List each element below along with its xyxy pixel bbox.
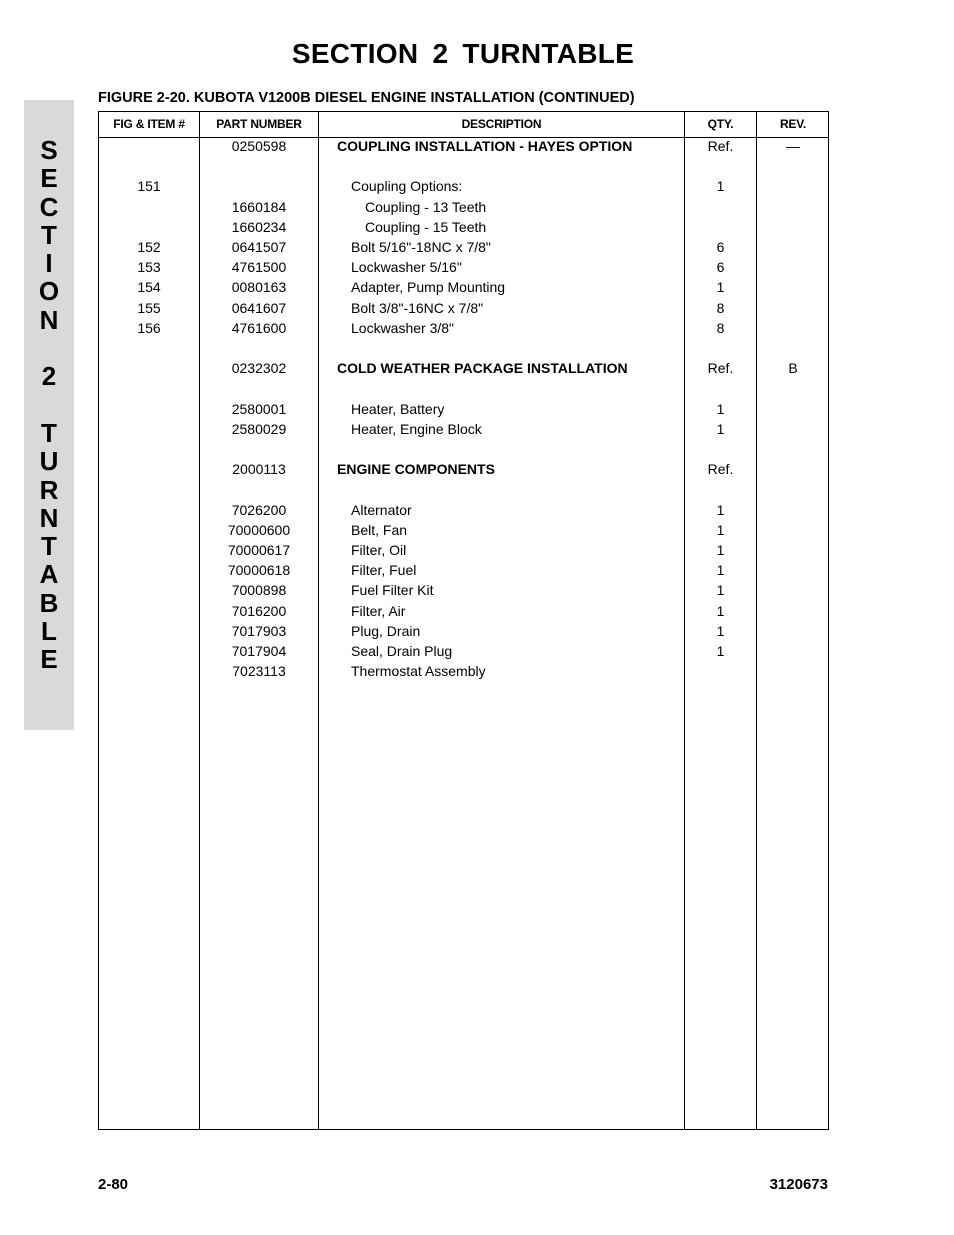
table-row bbox=[99, 318, 828, 338]
table-row bbox=[99, 176, 828, 196]
table-row bbox=[99, 217, 828, 237]
cell-qty: 1 bbox=[716, 643, 725, 659]
header-fig-item: FIG & ITEM # bbox=[113, 117, 185, 131]
table-row bbox=[99, 136, 828, 156]
table-row bbox=[99, 358, 828, 378]
cell-qty: 6 bbox=[716, 259, 725, 276]
cell-rev: — bbox=[786, 138, 800, 154]
cell-description: ENGINE COMPONENTS bbox=[337, 461, 495, 478]
table-row bbox=[99, 661, 828, 681]
header-rev: REV. bbox=[779, 117, 807, 131]
parts-table bbox=[98, 111, 829, 1130]
cell-fig-item: 155 bbox=[137, 299, 161, 316]
table-row bbox=[99, 277, 828, 297]
cell-description: Heater, Battery bbox=[351, 400, 445, 417]
side-tab-letters bbox=[24, 136, 74, 674]
side-tab-letter: 2 bbox=[41, 361, 57, 392]
cell-part-number: 70000600 bbox=[227, 521, 291, 538]
cell-part-number: 7017903 bbox=[231, 622, 287, 639]
cell-description: Coupling - 15 Teeth bbox=[365, 218, 487, 235]
cell-description: Lockwasher 3/8" bbox=[351, 319, 455, 336]
cell-description: Filter, Air bbox=[351, 602, 406, 619]
cell-description: Bolt 5/16"-18NC x 7/8" bbox=[351, 239, 491, 255]
cell-description: Coupling Options: bbox=[351, 178, 463, 195]
table-row bbox=[99, 621, 828, 641]
side-tab-letter: I bbox=[45, 248, 53, 279]
cell-qty: 1 bbox=[716, 521, 725, 538]
cell-part-number: 4761600 bbox=[231, 319, 287, 336]
cell-qty: 1 bbox=[716, 542, 725, 558]
cell-qty: 1 bbox=[716, 420, 725, 437]
cell-rev: B bbox=[788, 360, 798, 377]
cell-part-number: 70000618 bbox=[227, 562, 291, 579]
cell-part-number: 7023113 bbox=[232, 663, 286, 680]
cell-qty: Ref. bbox=[707, 461, 734, 478]
cell-description: Fuel Filter Kit bbox=[351, 582, 434, 599]
cell-qty: 1 bbox=[716, 562, 725, 579]
cell-part-number: 2580029 bbox=[231, 420, 287, 437]
cell-qty: 8 bbox=[716, 319, 725, 336]
cell-description: Adapter, Pump Mounting bbox=[351, 279, 506, 296]
cell-qty: 1 bbox=[716, 501, 725, 518]
header-part-number: PART NUMBER bbox=[216, 117, 302, 131]
side-tab-letter: A bbox=[39, 559, 59, 590]
cell-description: COLD WEATHER PACKAGE INSTALLATION bbox=[337, 360, 628, 377]
figure-title: FIGURE 2-20. KUBOTA V1200B DIESEL ENGINE INSTALLATION (CONTINUED) bbox=[98, 90, 635, 106]
cell-description: Filter, Oil bbox=[351, 542, 407, 558]
cell-part-number: 1660234 bbox=[231, 218, 287, 235]
cell-part-number: 7016200 bbox=[231, 602, 287, 619]
cell-qty: 1 bbox=[716, 582, 725, 599]
cell-description: Plug, Drain bbox=[351, 622, 421, 639]
cell-fig-item: 154 bbox=[137, 279, 161, 296]
side-tab-letter: E bbox=[40, 644, 58, 675]
page-number: 2-80 bbox=[98, 1176, 129, 1193]
section-title: SECTION 2 TURNTABLE bbox=[291, 38, 635, 69]
table-row bbox=[99, 520, 828, 540]
cell-qty: 1 bbox=[716, 622, 725, 639]
cell-description: Alternator bbox=[351, 501, 412, 518]
cell-fig-item: 156 bbox=[137, 319, 161, 336]
table-row bbox=[99, 601, 828, 621]
cell-description: Bolt 3/8"-16NC x 7/8" bbox=[351, 299, 484, 316]
side-tab-letter: S bbox=[40, 135, 58, 165]
header-description: DESCRIPTION bbox=[461, 117, 542, 131]
side-tab-spacer bbox=[45, 334, 52, 362]
cell-fig-item: 151 bbox=[137, 178, 161, 195]
cell-part-number: 0080163 bbox=[231, 279, 287, 296]
table-row bbox=[99, 560, 828, 580]
cell-part-number: 7026200 bbox=[231, 501, 287, 518]
cell-qty: 8 bbox=[716, 299, 725, 316]
table-row bbox=[99, 257, 828, 277]
side-section-tab bbox=[24, 100, 74, 730]
header-qty: QTY. bbox=[707, 117, 734, 131]
table-row bbox=[99, 641, 828, 661]
cell-part-number: 0641607 bbox=[231, 299, 287, 316]
cell-description: Belt, Fan bbox=[351, 521, 408, 538]
cell-description: Lockwasher 5/16" bbox=[351, 259, 462, 276]
cell-qty: 1 bbox=[716, 400, 725, 417]
table-row bbox=[99, 500, 828, 520]
cell-part-number: 2580001 bbox=[231, 400, 287, 417]
side-tab-letter: E bbox=[40, 163, 58, 194]
cell-description: Thermostat Assembly bbox=[351, 663, 486, 680]
cell-description: COUPLING INSTALLATION - HAYES OPTION bbox=[337, 138, 633, 154]
cell-part-number: 0250598 bbox=[231, 138, 287, 154]
cell-description: Seal, Drain Plug bbox=[351, 643, 453, 659]
cell-qty: 1 bbox=[716, 602, 725, 619]
table-header bbox=[99, 112, 828, 138]
table-row bbox=[99, 459, 828, 479]
document-number: 3120673 bbox=[769, 1176, 828, 1193]
cell-part-number: 70000617 bbox=[227, 542, 291, 558]
cell-qty: Ref. bbox=[707, 138, 734, 154]
side-tab-letter: T bbox=[41, 219, 57, 250]
table-row bbox=[99, 580, 828, 600]
cell-qty: 1 bbox=[716, 279, 725, 296]
side-tab-letter: L bbox=[41, 616, 57, 647]
side-tab-letter: T bbox=[41, 417, 57, 448]
cell-qty: 1 bbox=[716, 178, 725, 195]
side-tab-letter: C bbox=[39, 191, 59, 222]
side-tab-letter: T bbox=[41, 531, 57, 562]
cell-part-number: 4761500 bbox=[231, 259, 287, 276]
table-row bbox=[99, 237, 828, 257]
cell-part-number: 7017904 bbox=[231, 643, 287, 659]
side-tab-letter: R bbox=[39, 474, 59, 505]
cell-part-number: 0641507 bbox=[231, 239, 287, 255]
cell-qty: 6 bbox=[716, 239, 725, 255]
cell-qty: Ref. bbox=[707, 360, 734, 377]
cell-part-number: 2000113 bbox=[232, 461, 286, 478]
table-row bbox=[99, 419, 828, 439]
cell-part-number: 7000898 bbox=[231, 582, 287, 599]
side-tab-letter: O bbox=[38, 276, 60, 307]
cell-description: Filter, Fuel bbox=[351, 562, 417, 579]
table-row bbox=[99, 197, 828, 217]
side-tab-letter: U bbox=[39, 446, 59, 477]
side-tab-letter: N bbox=[39, 502, 59, 533]
table-row bbox=[99, 399, 828, 419]
side-tab-letter: B bbox=[39, 587, 59, 618]
cell-part-number: 1660184 bbox=[231, 198, 287, 215]
cell-part-number: 0232302 bbox=[231, 360, 287, 377]
cell-description: Heater, Engine Block bbox=[351, 420, 482, 437]
table-row bbox=[99, 540, 828, 560]
table-row bbox=[99, 298, 828, 318]
cell-fig-item: 153 bbox=[137, 259, 161, 276]
cell-fig-item: 152 bbox=[137, 239, 161, 255]
side-tab-letter: N bbox=[39, 304, 59, 335]
side-tab-spacer bbox=[45, 391, 52, 419]
cell-description: Coupling - 13 Teeth bbox=[365, 198, 487, 215]
